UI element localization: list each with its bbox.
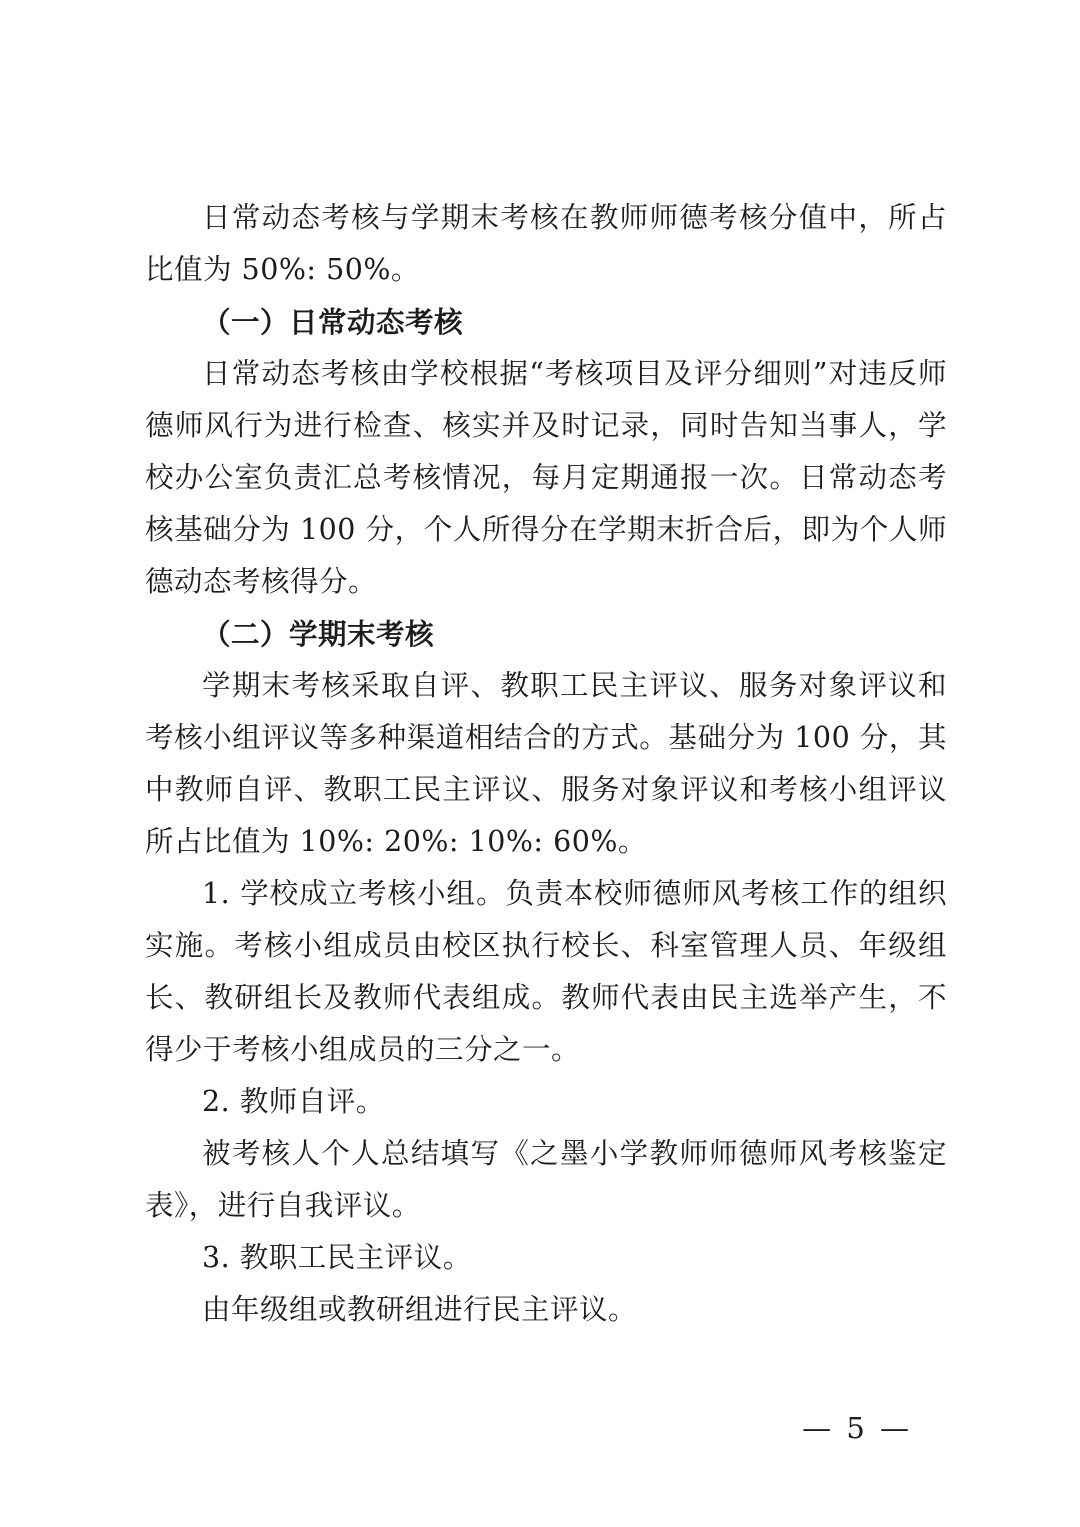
section-heading-term-end-assessment: （二）学期末考核 — [202, 617, 435, 651]
section-heading-daily-assessment: （一）日常动态考核 — [202, 305, 464, 339]
paragraph-self-evaluation-detail: 被考核人个人总结填写《之墨小学教师师德师风考核鉴定表》，进行自我评议。 — [145, 1137, 947, 1222]
paragraph-item-1-assessment-group: 1. 学校成立考核小组。负责本校师德师风考核工作的组织实施。考核小组成员由校区执行校长、科室管理人员、年级组长、教研组长及教师代表组成。教师代表由民主选举产生，不得少于考核小组成员的三分之一。 — [145, 877, 947, 1066]
page-number: — 5 — — [802, 1411, 912, 1445]
document-body — [145, 192, 947, 1336]
paragraph-item-2-self-evaluation: 2. 教师自评。 — [202, 1085, 385, 1118]
paragraph-ratio-daily-term: 日常动态考核与学期末考核在教师师德考核分值中，所占比值为 50%: 50%。 — [145, 201, 947, 286]
paragraph-item-3-staff-democratic-review: 3. 教职工民主评议。 — [202, 1241, 472, 1274]
paragraph-term-end-assessment-detail: 学期末考核采取自评、教职工民主评议、服务对象评议和考核小组评议等多种渠道相结合的方式。基础分为 100 分，其中教师自评、教职工民主评议、服务对象评议和考核小组评议所占比值为 10%: 20%: 10%: 60%。 — [145, 669, 947, 858]
paragraph-daily-assessment-detail: 日常动态考核由学校根据“考核项目及评分细则”对违反师德师风行为进行检查、核实并及时记录，同时告知当事人，学校办公室负责汇总考核情况，每月定期通报一次。日常动态考核基础分为 100 分，个人所得分在学期末折合后，即为个人师德动态考核得分。 — [145, 357, 947, 598]
paragraph-staff-democratic-review-detail: 由年级组或教研组进行民主评议。 — [202, 1293, 638, 1326]
